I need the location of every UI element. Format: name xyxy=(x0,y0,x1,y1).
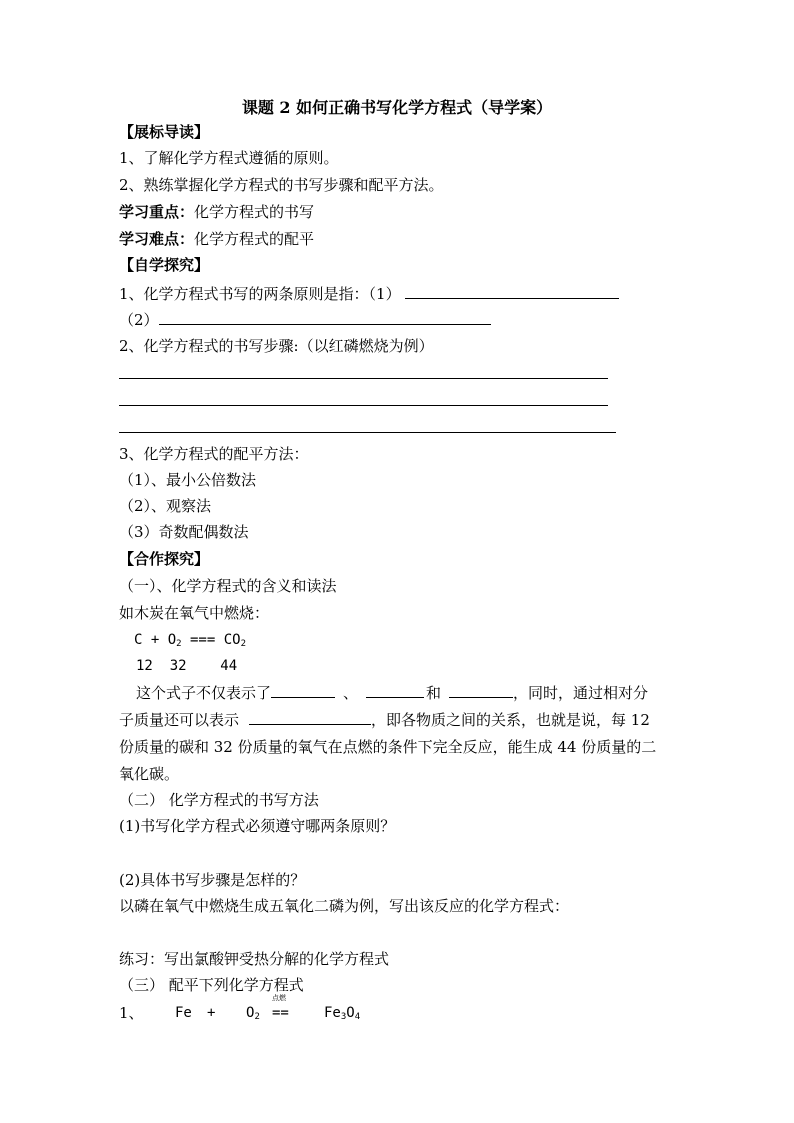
answer-blank-4[interactable] xyxy=(366,683,424,698)
oxygen-symbol: O xyxy=(346,1005,355,1021)
method-3: （3）奇数配偶数法 xyxy=(119,523,249,541)
example-intro: 如木炭在氧气中燃烧： xyxy=(119,604,270,622)
section-heading-cooperation: 【合作探究】 xyxy=(119,550,210,568)
answer-blank-5[interactable] xyxy=(449,683,513,698)
equation-subscript: 3 xyxy=(340,1012,347,1022)
answer-line-1[interactable] xyxy=(119,378,608,379)
equation-subscript: 4 xyxy=(354,1012,361,1022)
difficult-point xyxy=(119,229,314,249)
molar-masses: 12 32 44 xyxy=(136,658,238,674)
goal-item-2: 2、熟练掌握化学方程式的书写步骤和配平方法。 xyxy=(119,176,444,194)
meaning-line-1 xyxy=(136,683,648,703)
section-heading-self-study: 【自学探究】 xyxy=(119,256,210,274)
answer-blank-1[interactable] xyxy=(405,284,619,299)
section-heading-goals: 【展标导读】 xyxy=(119,123,210,141)
meaning-text: 和 xyxy=(426,684,442,702)
question-1b xyxy=(119,310,491,330)
part-3-heading: （三） 配平下列化学方程式 xyxy=(119,976,304,994)
balance-item-1-iron: Fe xyxy=(175,1005,192,1021)
writing-question-3: 以磷在氧气中燃烧生成五氧化二磷为例，写出该反应的化学方程式： xyxy=(119,897,570,915)
answer-blank-2[interactable] xyxy=(159,310,491,325)
balance-item-1-number: 1、 xyxy=(119,1004,144,1022)
answer-line-3[interactable] xyxy=(119,432,616,433)
key-point xyxy=(119,202,314,222)
question-3: 3、化学方程式的配平方法： xyxy=(119,445,309,463)
answer-blank-3[interactable] xyxy=(271,683,335,698)
page-title: 课题 2 如何正确书写化学方程式（导学案） xyxy=(241,98,553,117)
condition-label: 点燃 xyxy=(272,994,286,1002)
equation-subscript: 2 xyxy=(240,639,247,649)
equation-product: === CO xyxy=(181,632,241,648)
practice-question: 练习：写出氯酸钾受热分解的化学方程式 xyxy=(119,950,390,968)
method-1: （1）、最小公倍数法 xyxy=(119,471,257,489)
difficult-point-text: 化学方程式的配平 xyxy=(194,230,315,248)
iron-symbol: Fe xyxy=(324,1005,341,1021)
method-2: （2）、观察法 xyxy=(119,497,212,515)
equation-reactants: C + O xyxy=(134,632,177,648)
writing-question-2: (2)具体书写步骤是怎样的？ xyxy=(119,871,306,889)
key-point-text: 化学方程式的书写 xyxy=(194,203,315,221)
question-2: 2、化学方程式的书写步骤:（以红磷燃烧为例） xyxy=(119,337,434,355)
part-2-heading: （二） 化学方程式的书写方法 xyxy=(119,791,319,809)
meaning-line-4: 氧化碳。 xyxy=(119,765,180,783)
meaning-text: 子质量还可以表示 xyxy=(119,711,240,729)
balance-item-1-equals: == xyxy=(272,1005,289,1021)
meaning-text: 这个式子不仅表示了 xyxy=(136,684,272,702)
meaning-text: 、 xyxy=(343,684,359,702)
meaning-text: ，同时，通过相对分 xyxy=(513,684,649,702)
answer-blank-6[interactable] xyxy=(249,710,371,725)
writing-question-1: (1)书写化学方程式必须遵守哪两条原则？ xyxy=(119,817,396,835)
difficult-point-label: 学习难点： xyxy=(119,230,195,248)
goal-item-1: 1、了解化学方程式遵循的原则。 xyxy=(119,149,339,167)
carbon-equation xyxy=(134,630,246,654)
question-1 xyxy=(119,284,619,304)
meaning-line-2 xyxy=(119,710,650,730)
meaning-line-3: 份质量的碳和 32 份质量的氧气在点燃的条件下完全反应，能生成 44 份质量的二 xyxy=(119,738,657,756)
equation-subscript: 2 xyxy=(176,639,182,649)
question-1b-text: （2） xyxy=(119,311,159,329)
balance-item-1-product xyxy=(324,1003,360,1027)
key-point-label: 学习重点： xyxy=(119,203,195,221)
meaning-text: ，即各物质之间的关系，也就是说，每 12 xyxy=(371,711,650,729)
oxygen-symbol: O xyxy=(246,1005,255,1021)
question-1-text: 1、化学方程式书写的两条原则是指：（1） xyxy=(119,285,401,303)
part-1-heading: （一）、化学方程式的含义和读法 xyxy=(119,577,337,595)
equation-subscript: 2 xyxy=(254,1012,260,1022)
balance-item-1-plus: + xyxy=(207,1005,216,1021)
answer-line-2[interactable] xyxy=(119,405,608,406)
balance-item-1-oxygen xyxy=(246,1003,260,1027)
